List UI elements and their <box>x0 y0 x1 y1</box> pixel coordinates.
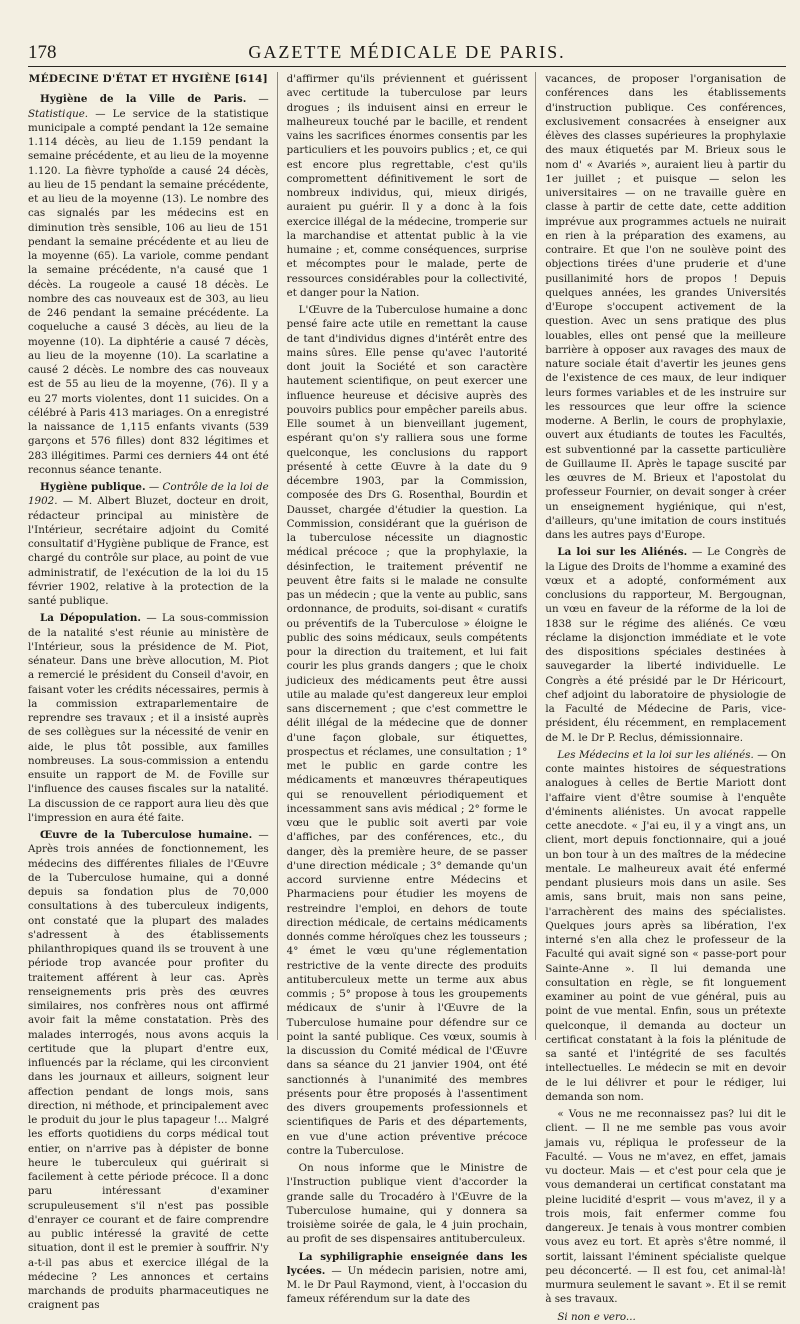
article-syphiligraphie <box>287 1250 528 1307</box>
article-title: La syphiligraphie enseignée dans les lycées. <box>286 1250 528 1277</box>
paragraph: L'Œuvre de la Tuberculose humaine a donc pensé faire acte utile en remettant la cause de tant d'individus dignes d'intérêt entre des mains sûres. Elle pense qu'avec l'autorité dont jouit la Société et son caractère hautement scientifique, on peut exercer une influence heureuse et décisive auprès des pouvoirs publics pour empêcher pareils abus. Elle soumet à un bienveillant jugement, espérant qu'on s'y ralliera sous une forme quelconque, les conclusions du rapport présenté à cette Œuvre à la date du 9 décembre 1903, par la Commission, composée des Drs G. Rosenthal, Bourdin et Dausset, chargée d'étudier la question. La Commission, considérant que la guérison de la tuberculose nécessite un diagnostic médical précoce ; que la prophylaxie, la désinfection, le traitement préventif ne peuvent être faits si le malade ne consulte pas un médecin ; que la vente au public, sans ordonnance, de produits, soi-disant « curatifs ou préventifs de la Tuberculose » éloigne le public des soins médicaux, seuls compétents pour la direction du traitement, et lui fait courir les plus grands dangers ; que le choix judicieux des médicaments peut être aussi utile au malade qu'est dangereux leur emploi sans discernement ; que c'est commettre le délit illégal de la médecine que de donner d'une façon globale, sur étiquettes, prospectus et réclames, une consultation ; 1° met le public en garde contre les médicaments et manœuvres thérapeutiques qui se renouvellent périodiquement et incessamment sans avis médical ; 2° forme le vœu que le public soit averti par voie d'affiches, par des conférences, etc., du danger, dès la première heure, de se passer d'une direction médicale ; 3° demande qu'un accord survienne entre Médecins et Pharmaciens pour étudier les moyens de restreindre l'emploi, en dehors de toute direction médicale, de certains médicaments donnés comme héroïques chez les tousseurs ; 4° émet le vœu qu'une réglementation restrictive de la vente directe des produits antituberculeux mette un terme aux abus commis ; 5° propose à tous les groupements médicaux de s'unir à l'Œuvre de la Tuberculose humaine pour défendre sur ce point la santé publique. Ces vœux, soumis à la discussion du Comité médical de l'Œuvre dans sa séance du 21 janvier 1904, ont été sanctionnés à l'unanimité des membres présents pour être proposés à l'assentiment des divers groupements professionnels et scientifiques de Paris et des départements, en vue d'une action préventive précoce contre la Tuberculose. <box>286 304 528 1157</box>
paragraph-continuation: vacances, de proposer l'organisation de conférences dans les établissements d'instruction publique. Ces conférences, exclusivement consacrées à enseigner aux élèves des classes supérieures la prophylaxie des maux étiquetés par M. Brieux sous le nom d' « Avariés », auraient lieu à partir du 1er juillet ; et puisque — selon les universitaires — on ne travaille guère en classe à partir de cette date, cette addition imprévue aux programmes actuels ne nuirait en rien à la préparation des examens, au contraire. Et que l'on ne soulève point des objections tirées d'une pruderie et d'une pusillanimité hors de propos ! Depuis quelques années, les grandes Universités d'Europe s'occupent activement de la question. Avec un sens pratique des plus louables, elles ont pensé que la meilleure barrière à opposer aux ravages des maux de nature sociale était d'avertir les jeunes gens de l'existence de ces maux, de leur indiquer leurs formes variables et de les instruire sur les ressources que leur offre la science moderne. A Berlin, le cours de prophylaxie, ouvert aux étudiants de toutes les Facultés, est subventionné par la cassette particulière de Guillaume II. Après le tapage suscité par les œuvres de M. Brieux et l'apostolat du professeur Fournier, on devait songer à créer un enseignement hygiénique, qui n'est, d'ailleurs, qu'une imitation de cours institués dans les autres pays d'Europe. <box>545 73 787 541</box>
page-number: 178 <box>28 42 57 63</box>
article-text: — La sous-commission de la natalité s'est réunie au ministère de l'Intérieur, sous la présidence de M. Piot, sénateur. Dans une brève allocution, M. Piot a remercié le président du Conseil d'avoir, en faisant voter les crédits nécessaires, permis à la commission extraparlementaire de reprendre ses travaux ; et il a insisté auprès de ses collègues sur la nécessité de venir en aide, le plus tôt possible, aux familles nombreuses. La sous-commission a entendu ensuite un rapport de M. de Foville sur l'influence des causes fiscales sur la natalité. La discussion de ce rapport aura lieu dès que l'impression en aura été faite. <box>28 612 269 824</box>
article-text: — Le Congrès de la Ligue des Droits de l'homme a examiné des vœux et a adopté, conformément aux conclusions du rapporteur, M. Bergougnan, un vœu en faveur de la réforme de la loi de 1838 sur le régime des aliénés. Ce vœu réclame la disjonction immédiate et le vote des dispositions spéciales destinées à sauvegarder la liberté individuelle. Le Congrès a été présidé par le Dr Héricourt, chef adjoint du laboratoire de physiologie de la Faculté de Médecine de Paris, vice-président, élu récemment, en remplacement de M. le Dr P. Reclus, démissionnaire. <box>545 546 787 744</box>
paragraph-continuation: d'affirmer qu'ils préviennent et guérissent avec certitude la tuberculose par leurs drogues ; ils induisent ainsi en erreur le malheureux touché par le bacille, et rendent vains les sacrifices énormes consentis par les particuliers et les pouvoirs publics ; et, ce qui est encore plus regrettable, c'est qu'ils compromettent définitivement le sort de nombreux individus, qui, mieux dirigés, auraient pu guérir. Il y a donc à la fois exercice illégal de la médecine, tromperie sur la marchandise et attentat public à la vie humaine ; et, comme conséquences, surprise et mécomptes pour le malade, perte de ressources considérables pour la collectivité, et danger pour la Nation. <box>286 73 528 299</box>
paragraph: On nous informe que le Ministre de l'Instruction publique vient d'accorder la grande salle du Trocadéro à l'Œuvre de la Tuberculose humaine, qui y donnera sa troisième soirée de gala, le 4 juin prochain, au profit de ses dispensaires antituberculeux. <box>286 1162 528 1246</box>
article-text: — Le service de la statistique municipale a compté pendant la 12e semaine 1.114 décès, au lieu de 1.159 pendant la semaine précédente, et au lieu de la moyenne 1.120. La fièvre typhoïde a causé 24 décès, au lieu de 15 pendant la semaine précédente, et au lieu de la moyenne (13). Le nombre des cas signalés par les médecins est en diminution très sensible, 106 au lieu de 151 pendant la semaine précédente et au lieu de la moyenne (65). La variole, comme pendant la semaine précédente, n'a causé que 1 décès. La rougeole a causé 18 décès. Le nombre des cas nouveaux est de 303, au lieu de 246 pendant la semaine précédente. La coqueluche a causé 3 décès, au lieu de la moyenne (10). La diphtérie a causé 7 décès, au lieu de la moyenne (10). La scarlatine a causé 2 décès. Le nombre des cas nouveaux est de 55 au lieu de la moyenne, (76). Il y a eu 27 morts violentes, dont 11 suicides. On a célébré à Paris 413 mariages. On a enregistré la naissance de 1,115 enfants vivants (539 garçons et 576 filles) dont 832 légitimes et 283 illégitimes. Parmi ces derniers 44 ont été reconnus séance tenante. <box>28 107 269 476</box>
article-text: — On conte maintes histoires de séquestrations analogues à celles de Bertie Mariott dont l'affaire vient d'être soumise à l'enquête d'éminents aliénistes. Un avocat rappelle cette anecdote. « J'ai eu, il y a vingt ans, un client, mort depuis fonctionnaire, qui a joué un bon tour à un des maîtres de la médecine mentale. Le malheureux avait été enfermé pendant plusieurs mois dans un asile. Ses amis, sans bruit, mais non sans peine, l'arrachèrent des mains des spécialistes. Quelques jours après sa libération, l'ex interné s'en alla chez le professeur de la Faculté qui avait signé son « passe-port pour Sainte-Anne ». Il lui demanda une consultation en règle, se fit longuement examiner au point de vue général, puis au point de vue mental. Enfin, sous un prétexte quelconque, il demanda au docteur un certificat constatant à la fois la plénitude de sa santé et l'intégrité de ses facultés intellectuelles. Le médecin se mit en devoir de le lui délivrer et pour le rédiger, lui demanda son nom. <box>545 748 787 1103</box>
journal-title: GAZETTE MÉDICALE DE PARIS. <box>248 42 566 62</box>
article-columns <box>28 72 787 1323</box>
article-oeuvre-tuberculose <box>28 828 269 1313</box>
article-text: — M. Albert Bluzet, docteur en droit, rédacteur principal au ministère de l'Intérieur, secrétaire adjoint du Comité consultatif d'Hygiène publique de France, est chargé du contrôle sur place, au point de vue administratif, de l'exécution de la loi du 15 février 1902, relative à la protection de la santé publique. <box>28 495 269 607</box>
article-title: Hygiène de la Ville de Paris. <box>40 93 247 106</box>
article-text: — Après trois années de fonctionnement, les médecins des différentes filiales de l'Œuvre de la Tuberculose humaine, qui a donné depuis sa fondation plus de 70,000 consultations à des tuberculeux indigents, ont constaté que la plupart des malades s'adressent à des établissements philanthropiques quand ils se trouvent à une période trop avancée pour profiter du traitement afférent à leur cas. Après renseignements pris près des œuvres similaires, nos confrères nous ont affirmé avoir fait la même constatation. Près des malades interrogés, nous avons acquis la certitude que la plupart d'entre eux, influencés par la réclame, qui les circonvient dans les journaux et ailleurs, soignent leur affection pendant de longs mois, sans direction, ni méthode, et principalement avec le produit du jour le plus tapageur !... Malgré les efforts quotidiens du corps médical tout entier, on n'arrive pas à dépister de bonne heure le tuberculeux qui guérirait si facilement à cette période précoce. Il a donc paru intéressant d'examiner scrupuleusement s'il n'est pas possible d'enrayer ce courant et de faire comprendre au public intéressé la gravité de cette situation, dont il est le premier à souffrir. N'y a-t-il pas abus et exercice illégal de la médecine ? Les annonces et certains marchands de produits pharmaceutiques ne craignent pas <box>28 829 269 1312</box>
article-subtitle: Statistique. <box>28 107 89 120</box>
article-hygiene-paris: Hygiène de la Ville de Paris. — Statistique. — Le service de la statistique municipale a compté pendant la 12e semaine 1.114 décès, au lieu de 1.159 pendant la semaine précédente, et au lieu de la moyenne 1.120. La fièvre typhoïde a causé 24 décès, au lieu de 15 pendant la semaine précédente, et au lieu de la moyenne (13). Le nombre des cas signalés par les médecins est en diminution très sensible, 106 au lieu de 151 pendant la semaine précédente et au lieu de la moyenne (65). La variole, comme pendant la semaine précédente, n'a causé que 1 décès. La rougeole a causé 18 décès. Le nombre des cas nouveaux est de 303, au lieu de 246 pendant la semaine précédente. La coqueluche a causé 3 décès, au lieu de la moyenne (10). La diphtérie a causé 7 décès, au lieu de la moyenne (10). La scarlatine a causé 2 décès. Le nombre des cas nouveaux est de 55 au lieu de la moyenne, (76). Il y a eu 27 morts violentes, dont 11 suicides. On a célébré à Paris 413 mariages. On a enregistré la naissance de 1,115 enfants vivants (539 garçons et 576 filles) dont 832 légitimes et 283 illégitimes. Parmi ces derniers 44 ont été reconnus séance tenante. <box>28 93 269 476</box>
article-title: La loi sur les Aliénés. <box>557 546 688 559</box>
article-title: Hygiène publique. <box>40 481 146 493</box>
page-header <box>28 36 786 67</box>
article-subtitle: Contrôle de la loi de 1902. <box>28 481 269 508</box>
article-title: Œuvre de la Tuberculose humaine. <box>40 829 253 841</box>
column-left <box>28 72 278 1312</box>
article-loi-alienes <box>545 545 786 745</box>
signoff: Si non e vero... <box>557 1310 636 1323</box>
article-title: La Dépopulation. <box>40 612 141 625</box>
section-title: MÉDECINE D'ÉTAT ET HYGIÈNE [614] <box>28 73 268 85</box>
paragraph-dialogue: « Vous ne me reconnaissez pas? lui dit le client. — Il ne me semble pas vous avoir jamais vu, répliqua le professeur de la Faculté. — Vous ne m'avez, en effet, jamais vu docteur. Mais — et c'est pour cela que je vous demanderai un certificat constatant ma pleine lucidité d'esprit — vous m'avez, il y a trois mois, fait enfermer comme fou dangereux. Je tenais à vous montrer combien vous avez eu tort. Et après s'être nommé, il sortit, laissant l'éminent spécialiste quelque peu déconcerté. — Il est fou, cet animal-là! murmura seulement le savant ». Et il se remit à ses travaux. <box>545 1108 787 1306</box>
article-medecins-alienes <box>545 748 786 1104</box>
column-middle <box>286 72 537 1306</box>
article-text: — Un médecin parisien, notre ami, M. le Dr Paul Raymond, vient, à l'occasion du fameux référendum sur la date des <box>286 1264 528 1306</box>
column-right <box>545 72 787 1323</box>
article-hygiene-publique: Hygiène publique. — Contrôle de la loi de 1902. — M. Albert Bluzet, docteur en droit, rédacteur principal au ministère de l'Intérieur, secrétaire adjoint du Comité consultatif d'Hygiène publique de France, est chargé du contrôle sur place, au point de vue administratif, de l'exécution de la loi du 15 février 1902, relative à la protection de la santé publique. <box>28 481 269 607</box>
article-title: Les Médecins et la loi sur les aliénés. <box>557 748 754 761</box>
article-depopulation <box>28 611 269 825</box>
